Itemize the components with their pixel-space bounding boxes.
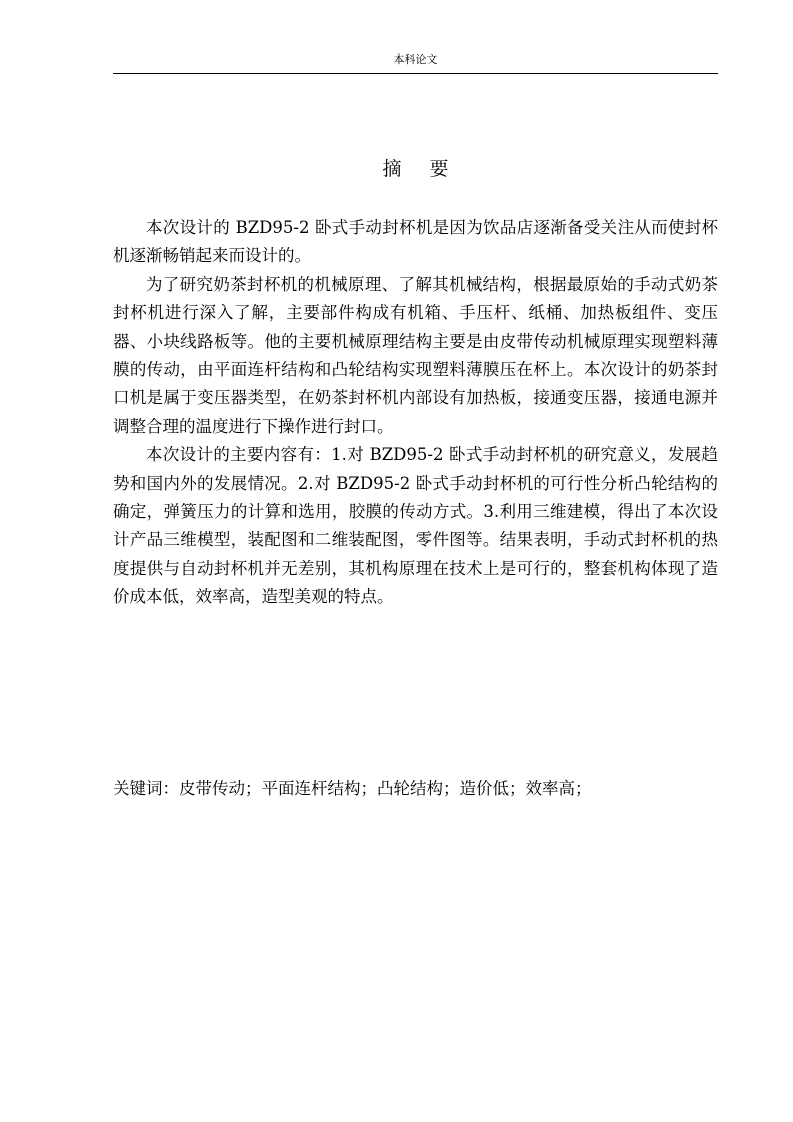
abstract-paragraph-1: 本次设计的 BZD95-2 卧式手动封杯机是因为饮品店逐渐备受关注从而使封杯机逐渐畅销起来而设计的。 xyxy=(113,218,718,266)
running-header: 本科论文 xyxy=(393,53,438,66)
abstract-body xyxy=(113,214,718,612)
abstract-title: 摘要 xyxy=(382,158,477,180)
abstract-paragraph-3: 本次设计的主要内容有：1.对 BZD95-2 卧式手动封杯机的研究意义，发展趋势和国内外的发展情况。2.对 BZD95-2 卧式手动封杯机的可行性分析凸轮结构的确定，弹簧压力的计算和选用，胶膜的传动方式。3.利用三维建模，得出了本次设计产品三维模型，装配图和二维装配图，零件图等。结果表明，手动式封杯机的热度提供与自动封杯机并无差别，其机构原理在技术上是可行的，整套机构体现了造价成本低，效率高，造型美观的特点。 xyxy=(113,445,718,607)
keywords-line: 关键词：皮带传动；平面连杆结构；凸轮结构；造价低；效率高； xyxy=(113,779,592,798)
abstract-paragraph-2: 为了研究奶茶封杯机的机械原理、了解其机械结构，根据最原始的手动式奶茶封杯机进行深入了解，主要部件构成有机箱、手压杆、纸桶、加热板组件、变压器、小块线路板等。他的主要机械原理结构主要是由皮带传动机械原理实现塑料薄膜的传动，由平面连杆结构和凸轮结构实现塑料薄膜压在杯上。本次设计的奶茶封口机是属于变压器类型，在奶茶封杯机内部设有加热板，接通变压器，接通电源并调整合理的温度进行下操作进行封口。 xyxy=(113,274,718,436)
header-divider xyxy=(113,73,718,74)
